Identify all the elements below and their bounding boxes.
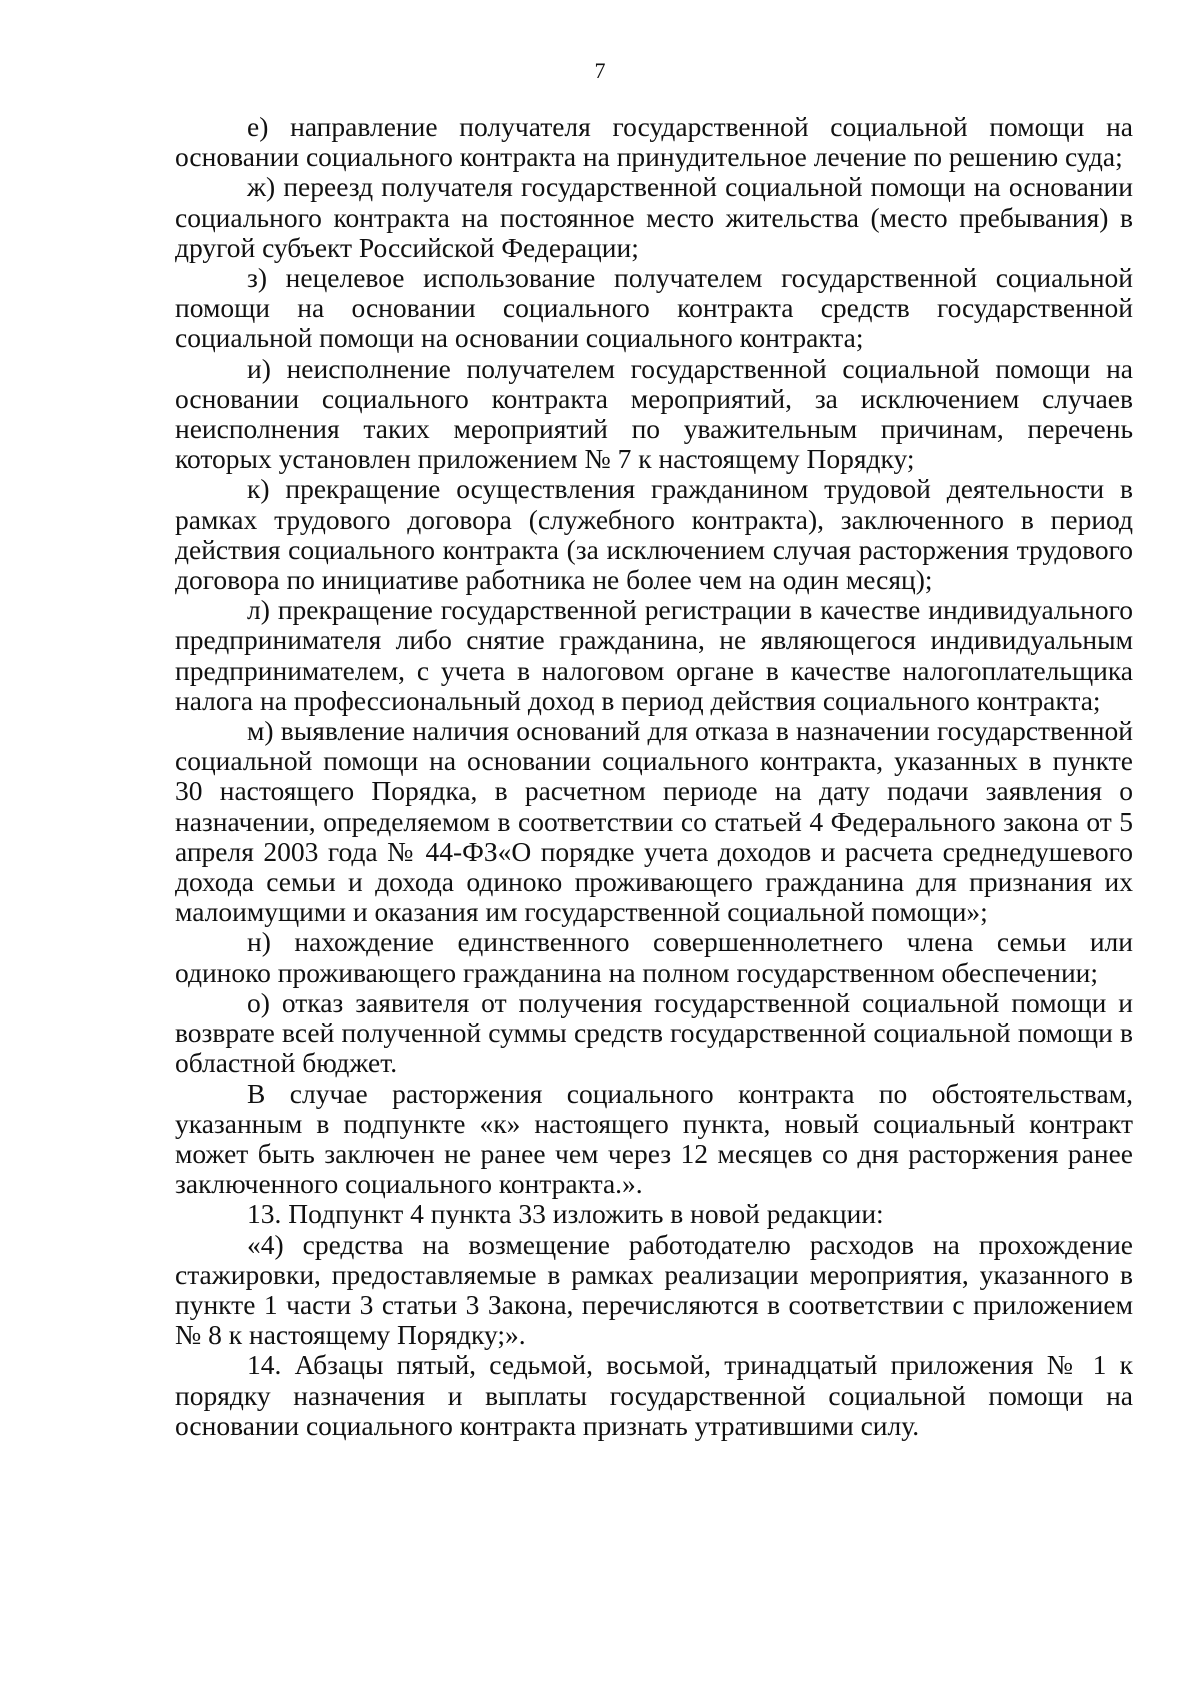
paragraph-n: н) нахождение единственного совершеннолетнего члена семьи или одиноко проживающего гражданина на полном государственном обеспечении; bbox=[175, 926, 1133, 988]
paragraph-item-14: 14. Абзацы пятый, седьмой, восьмой, тринадцатый приложения № 1 к порядку назначения и выплаты государственной социальной помощи на основании социального контракта признать утратившими силу. bbox=[175, 1349, 1133, 1441]
paragraph-termination-note: В случае расторжения социального контракта по обстоятельствам, указанным в подпункте «к» настоящего пункта, новый социальный контракт может быть заключен не ранее чем через 12 месяцев со дня расторжения ранее заключенного социального контракта.». bbox=[175, 1077, 1133, 1200]
paragraph-l: л) прекращение государственной регистрации в качестве индивидуального предпринимателя либо снятие гражданина, не являющегося индивидуальным предпринимателем, с учета в налоговом органе в качестве налогоплательщика налога на профессиональный доход в период действия социального контракта; bbox=[175, 594, 1133, 716]
paragraph-zh: ж) переезд получателя государственной социальной помощи на основании социального контракта на постоянное место жительства (место пребывания) в другой субъект Российской Федерации; bbox=[175, 171, 1133, 263]
paragraph-subitem-4: «4) средства на возмещение работодателю расходов на прохождение стажировки, предоставляемые в рамках реализации мероприятия, указанного в пункте 1 части 3 статьи 3 Закона, перечисляются в соответствии с приложением № 8 к настоящему Порядку;». bbox=[175, 1228, 1133, 1351]
paragraph-m: м) выявление наличия оснований для отказа в назначении государственной социальной помощи на основании социального контракта, указанных в пункте 30 настоящего Порядка, в расчетном периоде на дату подачи заявления о назначении, определяемом в соответствии со статьей 4 Федерального закона от 5 апреля 2003 года № 44-ФЗ«О порядке учета доходов и расчета среднедушевого дохода семьи и дохода одиноко проживающего гражданина для признания их малоимущими и оказания им государственной социальной помощи»; bbox=[175, 715, 1133, 928]
paragraph-i: и) неисполнение получателем государственной социальной помощи на основании социального контракта мероприятий, за исключением случаев неисполнения таких мероприятий по уважительным причинам, перечень которых установлен приложением № 7 к настоящему Порядку; bbox=[175, 352, 1133, 475]
paragraph-o: о) отказ заявителя от получения государственной социальной помощи и возврате всей полученной суммы средств государственной социальной помощи в областной бюджет. bbox=[175, 986, 1133, 1079]
paragraph-z: з) нецелевое использование получателем государственной социальной помощи на основании социального контракта средств государственной социальной помощи на основании социального контракта; bbox=[175, 262, 1133, 354]
paragraph-item-13: 13. Подпункт 4 пункта 33 изложить в новой редакции: bbox=[247, 1198, 884, 1230]
document-body bbox=[175, 112, 1133, 1441]
paragraph-e: е) направление получателя государственной социальной помощи на основании социального контракта на принудительное лечение по решению суда; bbox=[175, 111, 1133, 173]
page-number: 7 bbox=[594, 58, 606, 83]
paragraph-k: к) прекращение осуществления гражданином трудовой деятельности в рамках трудового договора (служебного контракта), заключенного в период действия социального контракта (за исключением случая расторжения трудового договора по инициативе работника не более чем на один месяц); bbox=[175, 473, 1133, 596]
